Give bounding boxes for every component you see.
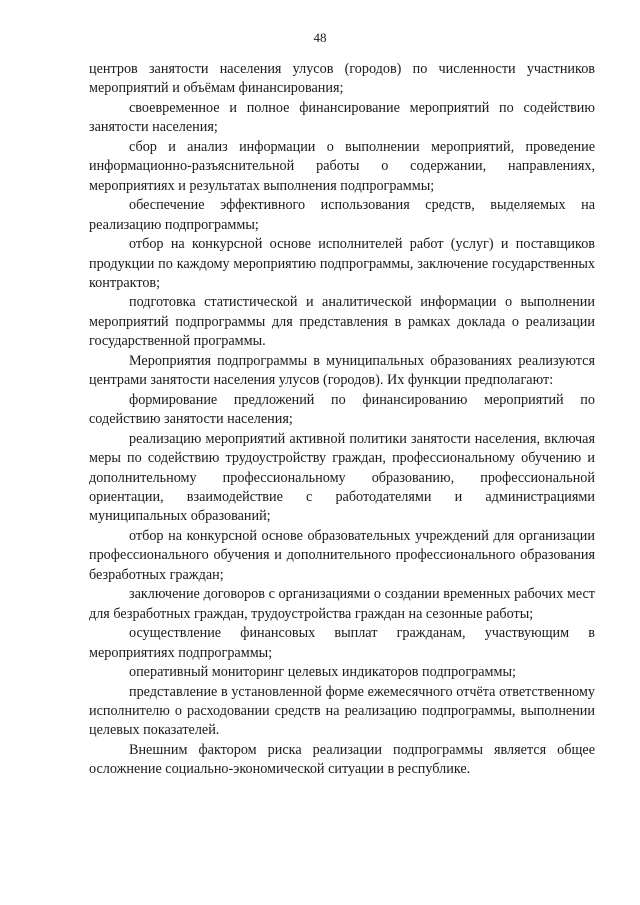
paragraph: Внешним фактором риска реализации подпрограммы является общее осложнение социально-экономической ситуации в республике. — [89, 741, 595, 778]
paragraph: сбор и анализ информации о выполнении мероприятий, проведение информационно-разъяснительной работы о содержании, направлениях, мероприятиях и результатах выполнения подпрограммы; — [89, 138, 595, 194]
paragraph: отбор на конкурсной основе образовательных учреждений для организации профессионального обучения и дополнительного профессионального образования безработных граждан; — [89, 527, 595, 583]
paragraph: заключение договоров с организациями о создании временных рабочих мест для безработных граждан, трудоустройства граждан на сезонные работы; — [89, 586, 595, 622]
paragraph: своевременное и полное финансирование мероприятий по содействию занятости населения; — [89, 99, 595, 136]
paragraph: подготовка статистической и аналитической информации о выполнении мероприятий подпрограммы для представления в рамках доклада о реализации государственной программы. — [89, 294, 595, 350]
paragraph-continuation: центров занятости населения улусов (городов) по численности участников мероприятий и объёмам финансирования; — [89, 61, 595, 97]
paragraph: обеспечение эффективного использования средств, выделяемых на реализацию подпрограммы; — [89, 197, 595, 233]
paragraph: Мероприятия подпрограммы в муниципальных образованиях реализуются центрами занятости населения улусов (городов). Их функции предполагают: — [89, 352, 595, 389]
paragraph: осуществление финансовых выплат гражданам, участвующим в мероприятиях подпрограммы; — [89, 625, 595, 661]
document-body — [89, 60, 595, 780]
paragraph: представление в установленной форме ежемесячного отчёта ответственному исполнителю о расходовании средств на реализацию подпрограммы, выполнении целевых показателей. — [89, 683, 595, 739]
paragraph: реализацию мероприятий активной политики занятости населения, включая меры по содействию трудоустройству граждан, профессиональному обучению и дополнительному профессиональному образованию, профессиональной ориентации, взаимодействие с работодателями и администрациями муниципальных образований; — [89, 430, 595, 525]
paragraph: оперативный мониторинг целевых индикаторов подпрограммы; — [129, 664, 516, 681]
paragraph: отбор на конкурсной основе исполнителей работ (услуг) и поставщиков продукции по каждому мероприятию подпрограммы, заключение государственных контрактов; — [89, 236, 595, 291]
paragraph: формирование предложений по финансированию мероприятий по содействию занятости населения; — [89, 391, 595, 428]
page-number: 48 — [313, 30, 327, 45]
